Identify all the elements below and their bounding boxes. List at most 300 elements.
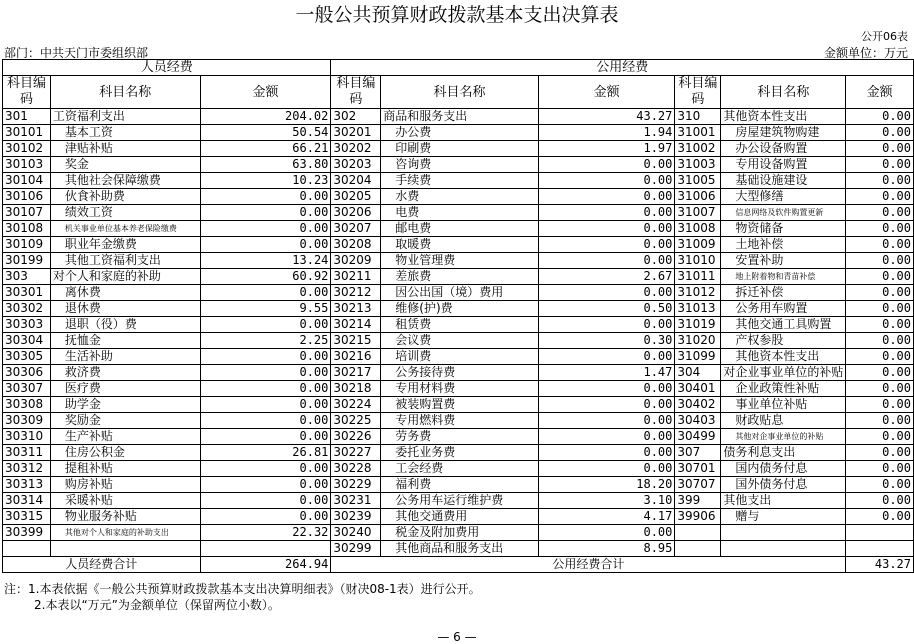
amount-cell: 0.00 — [538, 221, 675, 237]
table-row — [3, 461, 914, 477]
subject-code-cell: 31012 — [675, 285, 721, 301]
subject-code-cell: 30106 — [3, 189, 51, 205]
amount-cell: 0.00 — [538, 445, 675, 461]
subject-name-cell: 租赁费 — [381, 317, 539, 333]
amount-cell: 0.00 — [200, 397, 331, 413]
amount-cell: 0.00 — [846, 397, 914, 413]
subject-code-cell: 30399 — [3, 525, 51, 541]
subject-name-cell: 债务利息支出 — [721, 445, 846, 461]
subject-code-cell: 30301 — [3, 285, 51, 301]
subject-code-cell: 30213 — [331, 301, 381, 317]
table-row — [3, 237, 914, 253]
amount-cell: 0.00 — [846, 109, 914, 125]
amount-cell: 0.00 — [200, 429, 331, 445]
amount-cell: 0.00 — [846, 365, 914, 381]
amount-cell: 0.00 — [200, 285, 331, 301]
subject-name-cell: 离休费 — [50, 285, 200, 301]
table-row — [3, 285, 914, 301]
table-row — [3, 365, 914, 381]
department-label: 部门：中共天门市委组织部 — [4, 46, 149, 60]
table-row — [3, 173, 914, 189]
amount-cell: 0.50 — [538, 301, 675, 317]
subject-name-cell: 生活补助 — [50, 349, 200, 365]
amount-cell: 0.00 — [200, 317, 331, 333]
amount-cell: 0.00 — [200, 189, 331, 205]
amount-cell: 60.92 — [200, 269, 331, 285]
form-number: 公开06表 — [861, 30, 908, 43]
expenditure-table — [2, 59, 914, 573]
table-row — [3, 397, 914, 413]
personnel-total-value: 264.94 — [200, 557, 331, 573]
subject-name-cell: 其他对个人和家庭的补助支出 — [50, 525, 200, 541]
header-name: 科目名称 — [50, 76, 200, 109]
subject-name-cell: 咨询费 — [381, 157, 539, 173]
subject-code-cell: 30403 — [675, 413, 721, 429]
table-row — [3, 253, 914, 269]
public-total-value: 43.27 — [846, 557, 914, 573]
subject-code-cell: 30701 — [675, 461, 721, 477]
amount-cell: 0.00 — [846, 141, 914, 157]
amount-cell: 0.00 — [846, 189, 914, 205]
amount-cell: 0.00 — [200, 493, 331, 509]
subject-code-cell: 31009 — [675, 237, 721, 253]
amount-cell: 0.00 — [846, 221, 914, 237]
subject-name-cell: 抚恤金 — [50, 333, 200, 349]
amount-cell — [846, 541, 914, 557]
subject-name-cell: 委托业务费 — [381, 445, 539, 461]
subject-code-cell: 30109 — [3, 237, 51, 253]
subject-name-cell: 救济费 — [50, 365, 200, 381]
table-row — [3, 333, 914, 349]
subject-code-cell — [675, 541, 721, 557]
subject-name-cell: 其他商品和服务支出 — [381, 541, 539, 557]
amount-cell: 0.00 — [538, 349, 675, 365]
subject-code-cell: 30707 — [675, 477, 721, 493]
subject-code-cell: 30304 — [3, 333, 51, 349]
amount-cell: 0.00 — [846, 333, 914, 349]
subject-code-cell: 31099 — [675, 349, 721, 365]
subject-name-cell: 办公费 — [381, 125, 539, 141]
subject-name-cell: 其他资本性支出 — [721, 109, 846, 125]
amount-cell: 0.00 — [846, 509, 914, 525]
subject-code-cell: 30104 — [3, 173, 51, 189]
amount-cell: 0.00 — [538, 253, 675, 269]
subject-code-cell: 31001 — [675, 125, 721, 141]
subject-name-cell: 物业服务补贴 — [50, 509, 200, 525]
subject-code-cell: 30240 — [331, 525, 381, 541]
subject-code-cell: 31010 — [675, 253, 721, 269]
subject-name-cell: 工资福利支出 — [50, 109, 200, 125]
subject-code-cell: 30313 — [3, 477, 51, 493]
subject-code-cell: 31013 — [675, 301, 721, 317]
subject-code-cell: 30312 — [3, 461, 51, 477]
subject-code-cell: 30499 — [675, 429, 721, 445]
table-row — [3, 413, 914, 429]
amount-cell: 50.54 — [200, 125, 331, 141]
subject-code-cell: 30224 — [331, 397, 381, 413]
subject-code-cell: 30299 — [331, 541, 381, 557]
subject-code-cell: 30315 — [3, 509, 51, 525]
subject-code-cell: 30309 — [3, 413, 51, 429]
subject-code-cell: 30108 — [3, 221, 51, 237]
subject-name-cell: 因公出国（境）费用 — [381, 285, 539, 301]
subject-code-cell: 30211 — [331, 269, 381, 285]
subject-name-cell: 安置补助 — [721, 253, 846, 269]
table-row — [3, 317, 914, 333]
subject-code-cell — [675, 525, 721, 541]
amount-cell: 0.00 — [846, 253, 914, 269]
subject-name-cell: 其他资本性支出 — [721, 349, 846, 365]
subject-code-cell: 30203 — [331, 157, 381, 173]
amount-cell: 0.00 — [846, 125, 914, 141]
subject-code-cell: 30402 — [675, 397, 721, 413]
subject-code-cell: 30302 — [3, 301, 51, 317]
public-total-label: 公用经费合计 — [331, 557, 846, 573]
amount-cell: 0.00 — [846, 381, 914, 397]
table-row — [3, 125, 914, 141]
amount-cell: 0.00 — [538, 157, 675, 173]
subject-name-cell: 商品和服务支出 — [381, 109, 539, 125]
subject-name-cell: 专用设备购置 — [721, 157, 846, 173]
amount-cell: 66.21 — [200, 141, 331, 157]
subject-name-cell: 拆迁补偿 — [721, 285, 846, 301]
amount-cell: 0.00 — [846, 173, 914, 189]
amount-cell: 0.00 — [200, 365, 331, 381]
subject-name-cell: 邮电费 — [381, 221, 539, 237]
subject-code-cell: 30307 — [3, 381, 51, 397]
group-header-personnel: 人员经费 — [3, 60, 331, 76]
amount-cell: 0.00 — [846, 461, 914, 477]
group-header-public: 公用经费 — [331, 60, 914, 76]
amount-cell: 3.10 — [538, 493, 675, 509]
amount-cell: 0.00 — [200, 237, 331, 253]
report-title: 一般公共预算财政拨款基本支出决算表 — [295, 4, 619, 26]
subject-code-cell: 30202 — [331, 141, 381, 157]
subject-name-cell: 医疗费 — [50, 381, 200, 397]
amount-cell: 0.00 — [200, 205, 331, 221]
subject-name-cell — [721, 525, 846, 541]
subject-code-cell: 30228 — [331, 461, 381, 477]
amount-cell: 0.00 — [846, 269, 914, 285]
subject-code-cell: 302 — [331, 109, 381, 125]
subject-code-cell: 30227 — [331, 445, 381, 461]
amount-cell: 0.00 — [538, 429, 675, 445]
subject-code-cell: 30201 — [331, 125, 381, 141]
table-row — [3, 301, 914, 317]
page-number: — 6 — — [437, 630, 477, 644]
subject-name-cell: 差旅费 — [381, 269, 539, 285]
subject-code-cell: 30314 — [3, 493, 51, 509]
amount-cell: 0.00 — [538, 189, 675, 205]
subject-code-cell: 30239 — [331, 509, 381, 525]
header-amount: 金额 — [538, 76, 675, 109]
subject-code-cell: 31019 — [675, 317, 721, 333]
subject-name-cell: 专用燃料费 — [381, 413, 539, 429]
subject-name-cell: 提租补贴 — [50, 461, 200, 477]
subject-code-cell: 30214 — [331, 317, 381, 333]
subject-code-cell: 31003 — [675, 157, 721, 173]
amount-cell: 0.00 — [200, 477, 331, 493]
amount-cell: 1.94 — [538, 125, 675, 141]
amount-cell: 0.00 — [200, 461, 331, 477]
amount-cell: 0.00 — [200, 509, 331, 525]
subject-code-cell: 30229 — [331, 477, 381, 493]
amount-cell: 0.00 — [538, 525, 675, 541]
subject-name-cell: 退休费 — [50, 301, 200, 317]
table-row — [3, 445, 914, 461]
amount-cell: 0.00 — [846, 477, 914, 493]
table-row — [3, 349, 914, 365]
amount-cell: 1.47 — [538, 365, 675, 381]
subject-code-cell: 31011 — [675, 269, 721, 285]
subject-name-cell: 大型修缮 — [721, 189, 846, 205]
subject-name-cell: 工会经费 — [381, 461, 539, 477]
subject-name-cell: 被装购置费 — [381, 397, 539, 413]
header-code: 科目编码 — [675, 76, 721, 109]
note-line: 注：1.本表依据《一般公共预算财政拨款基本支出决算明细表》（财决08-1表）进行公开。 — [4, 582, 481, 596]
subject-code-cell: 307 — [675, 445, 721, 461]
subject-name-cell: 其他交通费用 — [381, 509, 539, 525]
amount-cell: 22.32 — [200, 525, 331, 541]
subject-name-cell: 手续费 — [381, 173, 539, 189]
subject-name-cell: 生产补贴 — [50, 429, 200, 445]
subject-code-cell: 301 — [3, 109, 51, 125]
table-row — [3, 157, 914, 173]
amount-cell: 0.30 — [538, 333, 675, 349]
subject-name-cell: 劳务费 — [381, 429, 539, 445]
amount-cell: 0.00 — [538, 205, 675, 221]
subject-code-cell: 30102 — [3, 141, 51, 157]
subject-name-cell: 津贴补贴 — [50, 141, 200, 157]
amount-cell: 0.00 — [538, 317, 675, 333]
subject-name-cell: 对个人和家庭的补助 — [50, 269, 200, 285]
subject-name-cell: 地上附着物和青苗补偿 — [721, 269, 846, 285]
subject-name-cell: 职业年金缴费 — [50, 237, 200, 253]
table-row — [3, 141, 914, 157]
amount-cell: 0.00 — [538, 173, 675, 189]
subject-name-cell: 其他工资福利支出 — [50, 253, 200, 269]
amount-cell: 0.00 — [846, 413, 914, 429]
subject-code-cell: 30209 — [331, 253, 381, 269]
table-row — [3, 541, 914, 557]
subject-name-cell: 对企业事业单位的补贴 — [721, 365, 846, 381]
header-name: 科目名称 — [721, 76, 846, 109]
subject-name-cell: 事业单位补贴 — [721, 397, 846, 413]
subject-name-cell: 助学金 — [50, 397, 200, 413]
amount-cell: 0.00 — [200, 221, 331, 237]
amount-cell: 0.00 — [538, 285, 675, 301]
subject-code-cell: 30303 — [3, 317, 51, 333]
table-row — [3, 429, 914, 445]
table-row — [3, 509, 914, 525]
subject-name-cell: 奖励金 — [50, 413, 200, 429]
subject-name-cell: 产权参股 — [721, 333, 846, 349]
subject-name-cell: 福利费 — [381, 477, 539, 493]
amount-cell: 8.95 — [538, 541, 675, 557]
subject-code-cell: 30215 — [331, 333, 381, 349]
subject-name-cell: 基础设施建设 — [721, 173, 846, 189]
table-row — [3, 493, 914, 509]
subject-code-cell: 31020 — [675, 333, 721, 349]
subject-code-cell: 39906 — [675, 509, 721, 525]
subject-name-cell: 伙食补助费 — [50, 189, 200, 205]
subject-code-cell: 30204 — [331, 173, 381, 189]
amount-cell: 0.00 — [538, 461, 675, 477]
amount-unit-label: 金额单位：万元 — [823, 46, 908, 60]
subject-name-cell: 其他对企事业单位的补贴 — [721, 429, 846, 445]
subject-name-cell: 会议费 — [381, 333, 539, 349]
amount-cell: 0.00 — [538, 381, 675, 397]
amount-cell: 0.00 — [846, 237, 914, 253]
subject-name-cell: 公务用车购置 — [721, 301, 846, 317]
subject-code-cell: 30218 — [331, 381, 381, 397]
subject-code-cell: 30311 — [3, 445, 51, 461]
header-amount: 金额 — [846, 76, 914, 109]
subject-name-cell: 土地补偿 — [721, 237, 846, 253]
subject-name-cell: 其他支出 — [721, 493, 846, 509]
table-row — [3, 189, 914, 205]
amount-cell: 0.00 — [846, 493, 914, 509]
table-row — [3, 381, 914, 397]
amount-cell: 0.00 — [846, 445, 914, 461]
subject-name-cell: 采暖补贴 — [50, 493, 200, 509]
subject-name-cell: 公务接待费 — [381, 365, 539, 381]
amount-cell: 18.20 — [538, 477, 675, 493]
subject-code-cell: 31002 — [675, 141, 721, 157]
subject-name-cell: 电费 — [381, 205, 539, 221]
subject-name-cell: 税金及附加费用 — [381, 525, 539, 541]
amount-cell: 0.00 — [846, 429, 914, 445]
subject-name-cell: 培训费 — [381, 349, 539, 365]
subject-code-cell: 30305 — [3, 349, 51, 365]
subject-name-cell: 其他社会保障缴费 — [50, 173, 200, 189]
table-row — [3, 269, 914, 285]
subject-name-cell: 财政贴息 — [721, 413, 846, 429]
amount-cell: 10.23 — [200, 173, 331, 189]
subject-name-cell: 企业政策性补贴 — [721, 381, 846, 397]
subject-name-cell: 专用材料费 — [381, 381, 539, 397]
subject-code-cell: 30226 — [331, 429, 381, 445]
amount-cell: 4.17 — [538, 509, 675, 525]
subject-name-cell — [50, 541, 200, 557]
subject-name-cell: 维修(护)费 — [381, 301, 539, 317]
subject-code-cell: 30308 — [3, 397, 51, 413]
subject-code-cell: 30310 — [3, 429, 51, 445]
subject-name-cell: 绩效工资 — [50, 205, 200, 221]
subject-code-cell: 30217 — [331, 365, 381, 381]
subject-code-cell: 30205 — [331, 189, 381, 205]
amount-cell: 1.97 — [538, 141, 675, 157]
subject-name-cell: 基本工资 — [50, 125, 200, 141]
subject-code-cell: 30401 — [675, 381, 721, 397]
amount-cell — [200, 541, 331, 557]
subject-code-cell: 304 — [675, 365, 721, 381]
subject-code-cell: 30199 — [3, 253, 51, 269]
subject-code-cell: 399 — [675, 493, 721, 509]
header-amount: 金额 — [200, 76, 331, 109]
subject-name-cell: 国外债务付息 — [721, 477, 846, 493]
subject-name-cell: 物业管理费 — [381, 253, 539, 269]
subject-code-cell: 31007 — [675, 205, 721, 221]
amount-cell: 0.00 — [846, 317, 914, 333]
subject-name-cell: 物资储备 — [721, 221, 846, 237]
subject-name-cell: 房屋建筑物购建 — [721, 125, 846, 141]
subject-name-cell: 退职（役）费 — [50, 317, 200, 333]
table-row — [3, 525, 914, 541]
amount-cell: 13.24 — [200, 253, 331, 269]
subject-name-cell: 机关事业单位基本养老保险缴费 — [50, 221, 200, 237]
subject-name-cell — [721, 541, 846, 557]
amount-cell — [846, 525, 914, 541]
subject-code-cell: 310 — [675, 109, 721, 125]
amount-cell: 2.25 — [200, 333, 331, 349]
totals-row — [3, 557, 914, 573]
subject-code-cell: 30206 — [331, 205, 381, 221]
subject-code-cell: 30306 — [3, 365, 51, 381]
amount-cell: 0.00 — [846, 205, 914, 221]
subject-code-cell: 30103 — [3, 157, 51, 173]
subject-code-cell: 30225 — [331, 413, 381, 429]
subject-name-cell: 购房补贴 — [50, 477, 200, 493]
subject-name-cell: 办公设备购置 — [721, 141, 846, 157]
amount-cell: 0.00 — [200, 349, 331, 365]
subject-code-cell: 30101 — [3, 125, 51, 141]
amount-cell: 26.81 — [200, 445, 331, 461]
subject-name-cell: 国内债务付息 — [721, 461, 846, 477]
amount-cell: 0.00 — [200, 381, 331, 397]
amount-cell: 0.00 — [538, 413, 675, 429]
subject-name-cell: 赠与 — [721, 509, 846, 525]
subject-code-cell: 303 — [3, 269, 51, 285]
header-code: 科目编码 — [331, 76, 381, 109]
amount-cell: 9.55 — [200, 301, 331, 317]
header-name: 科目名称 — [381, 76, 539, 109]
amount-cell: 0.00 — [538, 237, 675, 253]
amount-cell: 0.00 — [846, 349, 914, 365]
subject-code-cell: 31006 — [675, 189, 721, 205]
subject-name-cell: 印刷费 — [381, 141, 539, 157]
amount-cell: 2.67 — [538, 269, 675, 285]
subject-name-cell: 水费 — [381, 189, 539, 205]
subject-code-cell: 30231 — [331, 493, 381, 509]
header-code: 科目编码 — [3, 76, 51, 109]
subject-name-cell: 住房公积金 — [50, 445, 200, 461]
subject-code-cell: 30207 — [331, 221, 381, 237]
amount-cell: 0.00 — [846, 157, 914, 173]
notes — [4, 581, 481, 613]
subject-name-cell: 奖金 — [50, 157, 200, 173]
subject-code-cell: 30107 — [3, 205, 51, 221]
subject-code-cell: 31005 — [675, 173, 721, 189]
subject-code-cell: 30208 — [331, 237, 381, 253]
personnel-total-label: 人员经费合计 — [3, 557, 201, 573]
amount-cell: 0.00 — [200, 413, 331, 429]
subject-name-cell: 其他交通工具购置 — [721, 317, 846, 333]
note-line: 2.本表以“万元”为金额单位（保留两位小数）。 — [34, 598, 280, 612]
table-row — [3, 205, 914, 221]
subject-code-cell: 30216 — [331, 349, 381, 365]
subject-name-cell: 信息网络及软件购置更新 — [721, 205, 846, 221]
subject-name-cell: 取暖费 — [381, 237, 539, 253]
amount-cell: 63.80 — [200, 157, 331, 173]
subject-code-cell: 31008 — [675, 221, 721, 237]
table-row — [3, 477, 914, 493]
amount-cell: 0.00 — [846, 285, 914, 301]
subject-code-cell: 30212 — [331, 285, 381, 301]
amount-cell: 43.27 — [538, 109, 675, 125]
table-row — [3, 221, 914, 237]
amount-cell: 204.02 — [200, 109, 331, 125]
